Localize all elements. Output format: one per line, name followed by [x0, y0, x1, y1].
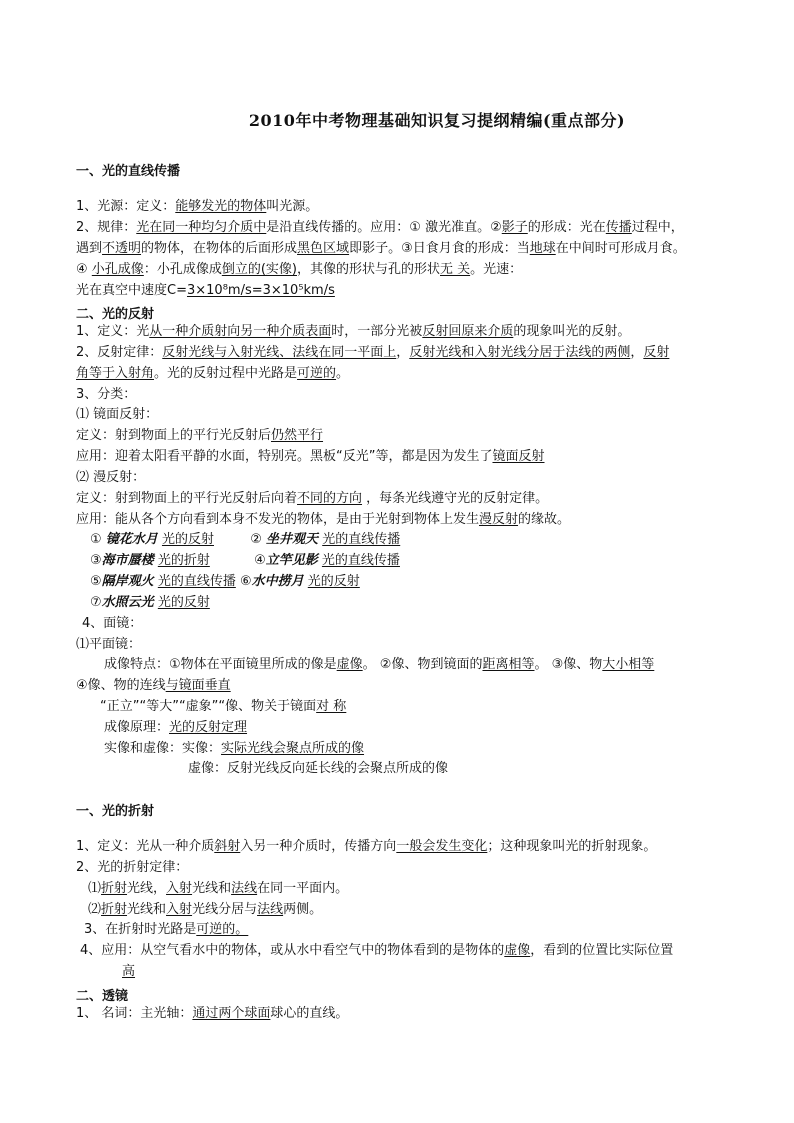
- line-classification: 3、分类：: [76, 387, 137, 402]
- line-pinhole: ④ 小孔成像：小孔成像成倒立的(实像)，其像的形状与孔的形状无 关。光速：: [76, 262, 523, 277]
- line-reflection-law: 2、反射定律：反射光线与入射光线、法线在同一平面上，反射光线和入射光线分居于法线的两侧，反射: [76, 345, 670, 360]
- line-light-speed: 光在真空中速度C=3×10⁸m/s=3×10⁵km/s: [76, 283, 335, 298]
- line-diffuse: ⑵ 漫反射：: [76, 470, 146, 485]
- line-reflection-law-cont: 角等于入射角。光的反射过程中光路是可逆的。: [76, 366, 350, 381]
- line-specular-application: 应用：迎着太阳看平静的水面，特别亮。黑板“反光”等，都是因为发生了镜面反射: [76, 449, 545, 464]
- line-refraction-law: 2、光的折射定律：: [76, 860, 189, 875]
- list-item: ⑤隔岸观火 光的直线传播: [90, 574, 236, 589]
- list-item: ⑦水照云光 光的反射: [90, 595, 210, 610]
- list-item: ⑥水中捞月 光的反射: [239, 574, 360, 589]
- section-heading-light-propagation: 一、光的直线传播: [76, 164, 181, 179]
- line-specular-definition: 定义：射到物面上的平行光反射后仍然平行: [76, 428, 324, 443]
- line-plane-mirror: ⑴平面镜：: [76, 637, 142, 652]
- line-diffuse-definition: 定义：射到物面上的平行光反射后向着不同的方向 ，每条光线遵守光的反射定律。: [76, 491, 549, 506]
- line-lens-axis: 1、 名词：主光轴：通过两个球面球心的直线。: [76, 1006, 349, 1021]
- line-diffuse-application: 应用：能从各个方向看到本身不发光的物体，是由于光射到物体上发生漫反射的缘故。: [76, 512, 571, 527]
- line-image-perpendicular: ④像、物的连线与镜面垂直: [76, 678, 231, 693]
- line-image-principle: 成像原理：光的反射定理: [104, 720, 248, 735]
- line-real-image: 实像和虚像：实像：实际光线会聚点所成的像: [104, 741, 365, 756]
- section-heading-lens: 二、透镜: [76, 989, 129, 1004]
- section-heading-reflection: 二、光的反射: [76, 307, 155, 322]
- line-refraction-definition: 1、定义：光从一种介质斜射入另一种介质时，传播方向一般会发生变化；这种现象叫光的折射现象。: [76, 839, 657, 854]
- line-specular: ⑴ 镜面反射：: [76, 407, 159, 422]
- list-item: ② 坐井观天 光的直线传播: [250, 532, 401, 547]
- section-heading-refraction: 一、光的折射: [76, 804, 155, 819]
- line-image-features: 成像特点：①物体在平面镜里所成的像是虚像。 ②像、物到镜面的距离相等。 ③像、物大小相等: [104, 657, 655, 672]
- line-virtual-image: 虚像：反射光线反向延长线的会聚点所成的像: [188, 761, 449, 776]
- list-item: ③海市蜃楼 光的折射: [90, 553, 210, 568]
- line-mirrors: 4、面镜：: [82, 616, 143, 631]
- line-refraction-law-2: ⑵折射光线和入射光线分居与法线两侧。: [88, 902, 323, 917]
- line-light-source: 1、光源：定义：能够发光的物体叫光源。: [76, 199, 319, 214]
- line-shadow: 遇到不透明的物体，在物体的后面形成黑色区域即影子。③日食月食的形成：当地球在中间时可形成月食。: [76, 241, 686, 256]
- line-law: 2、规律：光在同一种均匀介质中是沿直线传播的。应用：① 激光准直。②影子的形成：光在传播过程中，: [76, 220, 684, 235]
- line-refraction-reversible: 3、在折射时光路是可逆的。: [84, 922, 249, 937]
- list-item: ④立竿见影 光的直线传播: [254, 553, 400, 568]
- line-refraction-application-cont: 高: [122, 964, 136, 979]
- line-refraction-application: 4、应用：从空气看水中的物体，或从水中看空气中的物体看到的是物体的虚像，看到的位置比实际位置: [80, 943, 674, 958]
- page-title: 2010年中考物理基础知识复习提纲精编(重点部分): [248, 111, 626, 130]
- example-row: [90, 574, 360, 590]
- list-item: ① 镜花水月 光的反射: [90, 532, 214, 547]
- example-row: [90, 553, 400, 569]
- line-refraction-law-1: ⑴折射光线，入射光线和法线在同一平面内。: [88, 881, 349, 896]
- line-reflection-definition: 1、定义：光从一种介质射向另一种介质表面时，一部分光被反射回原来介质的现象叫光的反射。: [76, 324, 631, 339]
- example-row: [90, 532, 400, 548]
- line-image-symmetry: “正立”“等大”“虚象”“像、物关于镜面对 称: [100, 699, 347, 714]
- example-row: [90, 595, 210, 611]
